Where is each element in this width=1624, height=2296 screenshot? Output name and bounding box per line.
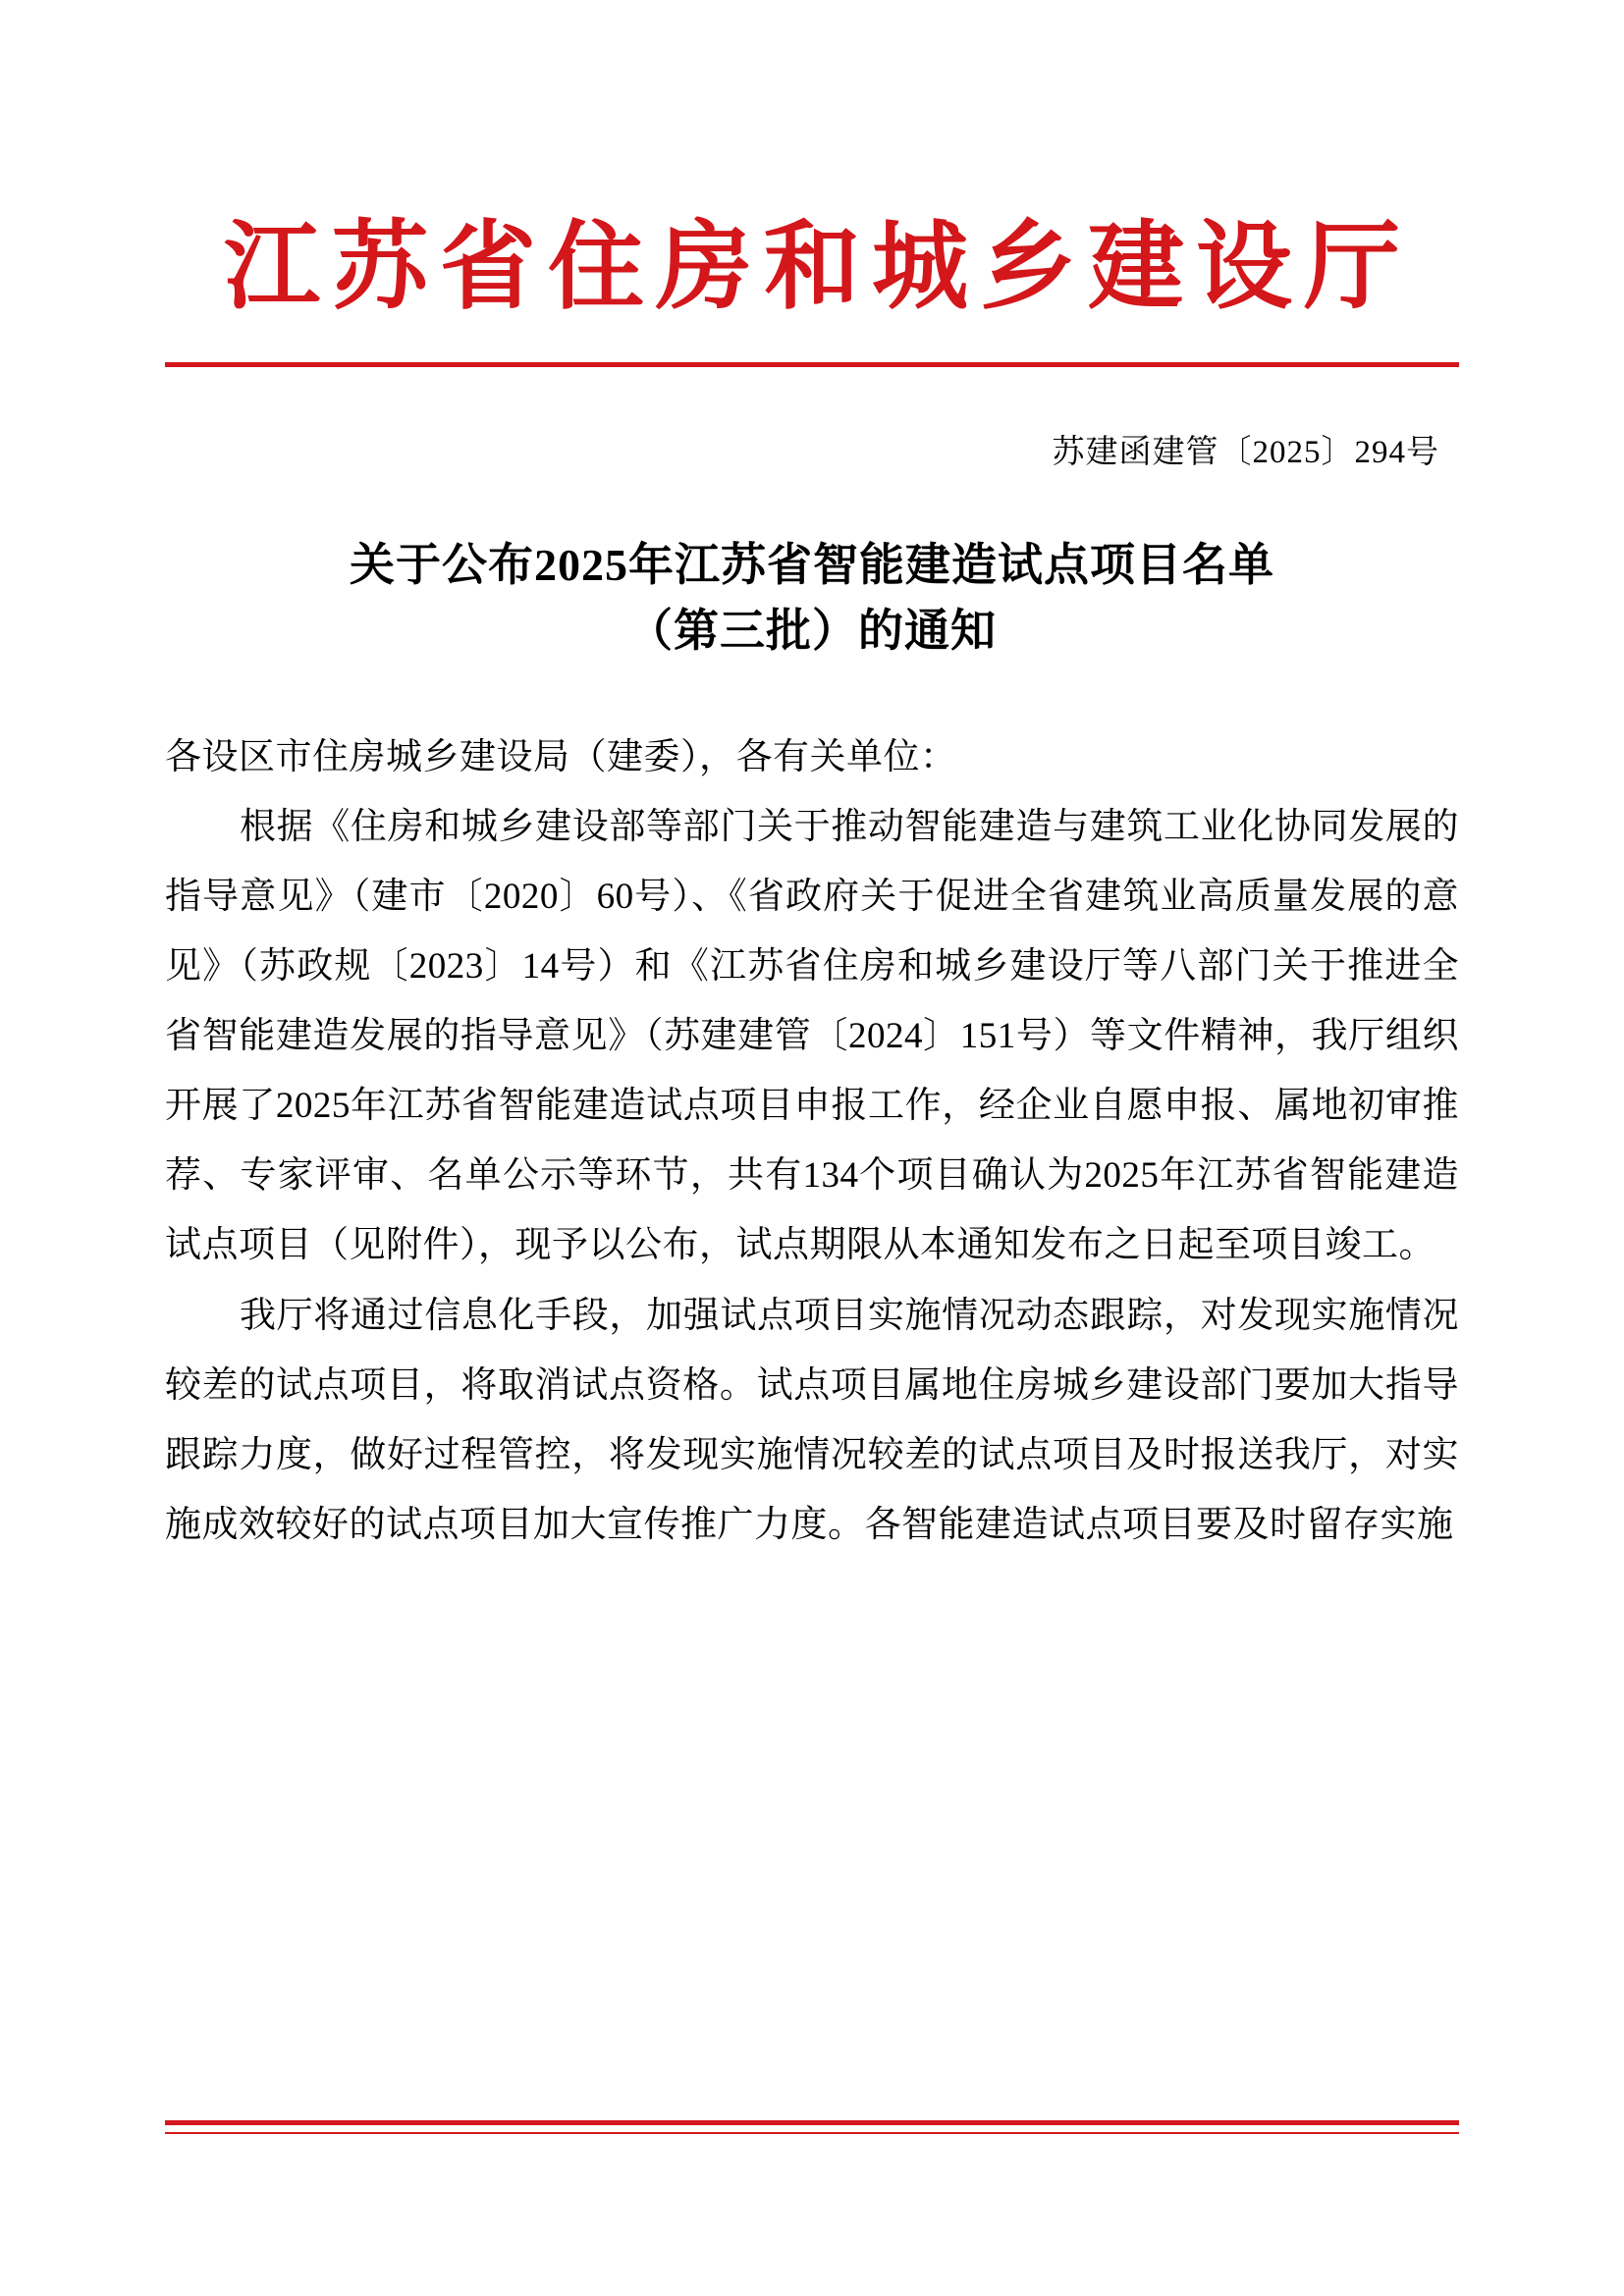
page-title — [165, 533, 1459, 664]
masthead — [165, 0, 1459, 367]
document-body — [165, 722, 1459, 1559]
footer-divider-thick — [165, 2120, 1459, 2125]
page-title-line-1: 关于公布2025年江苏省智能建造试点项目名单 — [350, 539, 1274, 590]
body-paragraph-1: 根据《住房和城乡建设部等部门关于推动智能建造与建筑工业化协同发展的指导意见》（建市〔2020〕60号）、《省政府关于促进全省建筑业高质量发展的意见》（苏政规〔2023〕14号）和《江苏省住房和城乡建设厅等八部门关于推进全省智能建造发展的指导意见》（苏建建管〔2024〕151号）等文件精神，我厅组织开展了2025年江苏省智能建造试点项目申报工作，经企业自愿申报、属地初审推荐、专家评审、名单公示等环节，共有134个项目确认为2025年江苏省智能建造试点项目（见附件），现予以公布，试点期限从本通知发布之日起至项目竣工。 — [165, 807, 1459, 1266]
footer-divider-thin — [165, 2132, 1459, 2134]
page-title-line-2: （第三批）的通知 — [627, 605, 997, 656]
salutation: 各设区市住房城乡建设局（建委），各有关单位： — [165, 737, 957, 778]
masthead-divider — [165, 362, 1459, 367]
issuing-organization-title: 江苏省住房和城乡建设厅 — [223, 215, 1412, 321]
body-paragraph-2: 我厅将通过信息化手段，加强试点项目实施情况动态跟踪，对发现实施情况较差的试点项目，将取消试点资格。试点项目属地住房城乡建设部门要加大指导跟踪力度，做好过程管控，将发现实施情况较差的试点项目及时报送我厅，对实施成效较好的试点项目加大宣传推广力度。各智能建造试点项目要及时留存实施 — [165, 1295, 1459, 1545]
document-number: 苏建函建管〔2025〕294号 — [1052, 434, 1439, 470]
footer-divider-group — [165, 2120, 1459, 2134]
